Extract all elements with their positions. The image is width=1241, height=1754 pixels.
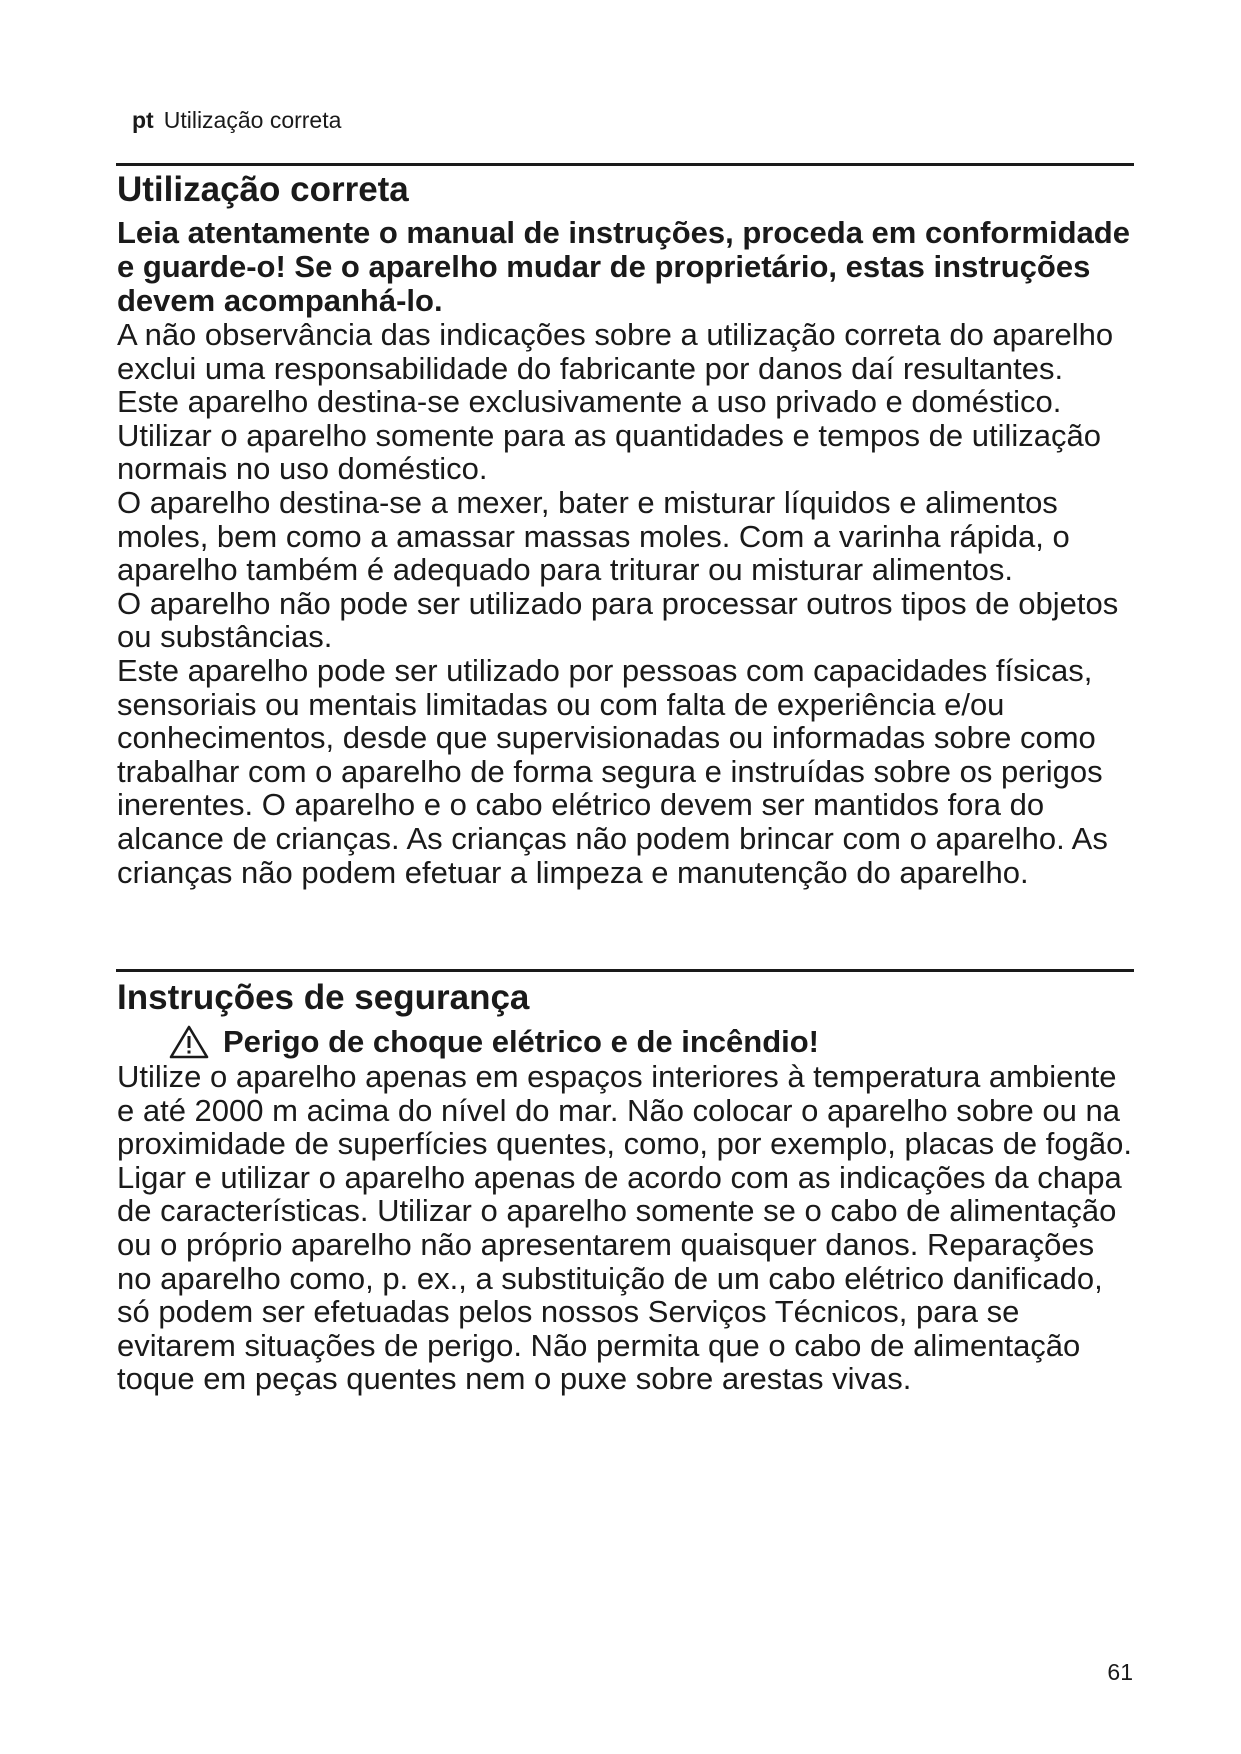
body-paragraph: A não observância das indicações sobre a utilização correta do aparelho exclui uma responsabilidade do fabricante por danos daí resultantes. bbox=[117, 317, 1114, 386]
warning-heading-text: Perigo de choque elétrico e de incêndio! bbox=[223, 1024, 820, 1059]
section-correct-use bbox=[117, 168, 1137, 889]
body-paragraph: Ligar e utilizar o aparelho apenas de acordo com as indicações da chapa de características. Utilizar o aparelho somente se o cabo de alimentação ou o próprio aparelho não apresentarem quaisquer danos. Reparações no aparelho como, p. ex., a substituição de um cabo elétrico danificado, só podem ser efetuadas pelos nossos Serviços Técnicos, para se evitarem situações de perigo. Não permita que o cabo de alimentação toque em peças quentes nem o puxe sobre arestas vivas. bbox=[117, 1159, 1122, 1397]
body-paragraph: O aparelho destina-se a mexer, bater e misturar líquidos e alimentos moles, bem como a amassar massas moles. Com a varinha rápida, o aparelho também é adequado para triturar ou misturar alimentos. bbox=[117, 484, 1070, 588]
running-title: Utilização correta bbox=[163, 107, 342, 133]
section-divider bbox=[116, 969, 1134, 972]
body-paragraph: Utilizar o aparelho somente para as quantidades e tempos de utilização normais no uso doméstico. bbox=[117, 417, 1101, 487]
warning-heading bbox=[169, 1024, 1137, 1060]
lead-paragraph: Leia atentamente o manual de instruções, proceda em conformidade e guarde-o! Se o aparelho mudar de proprietário, estas instruções devem acompanhá-lo. bbox=[117, 215, 1130, 318]
section-title: Instruções de segurança bbox=[117, 978, 530, 1017]
body-paragraph: Este aparelho pode ser utilizado por pessoas com capacidades físicas, sensoriais ou mentais limitadas ou com falta de experiência e/ou conhecimentos, desde que supervisionadas ou informadas sobre como trabalhar com o aparelho de forma segura e instruídas sobre os perigos inerentes. O aparelho e o cabo elétrico devem ser mantidos fora do alcance de crianças. As crianças não podem brincar com o aparelho. As crianças não podem efetuar a limpeza e manutenção do aparelho. bbox=[117, 652, 1108, 890]
page-number: 61 bbox=[1107, 1659, 1133, 1685]
body-paragraph: Este aparelho destina-se exclusivamente a uso privado e doméstico. bbox=[117, 384, 1062, 420]
body-paragraph: O aparelho não pode ser utilizado para processar outros tipos de objetos ou substâncias. bbox=[117, 585, 1119, 655]
section-safety-instructions bbox=[117, 976, 1137, 1396]
section-divider bbox=[116, 163, 1134, 166]
warning-triangle-icon bbox=[169, 1025, 209, 1059]
body-paragraph: Utilize o aparelho apenas em espaços interiores à temperatura ambiente e até 2000 m acima do nível do mar. Não colocar o aparelho sobre ou na proximidade de superfícies quentes, como, por exemplo, placas de fogão. bbox=[117, 1059, 1132, 1162]
page-header bbox=[132, 104, 341, 136]
section-title: Utilização correta bbox=[117, 170, 409, 209]
language-code: pt bbox=[132, 107, 154, 133]
